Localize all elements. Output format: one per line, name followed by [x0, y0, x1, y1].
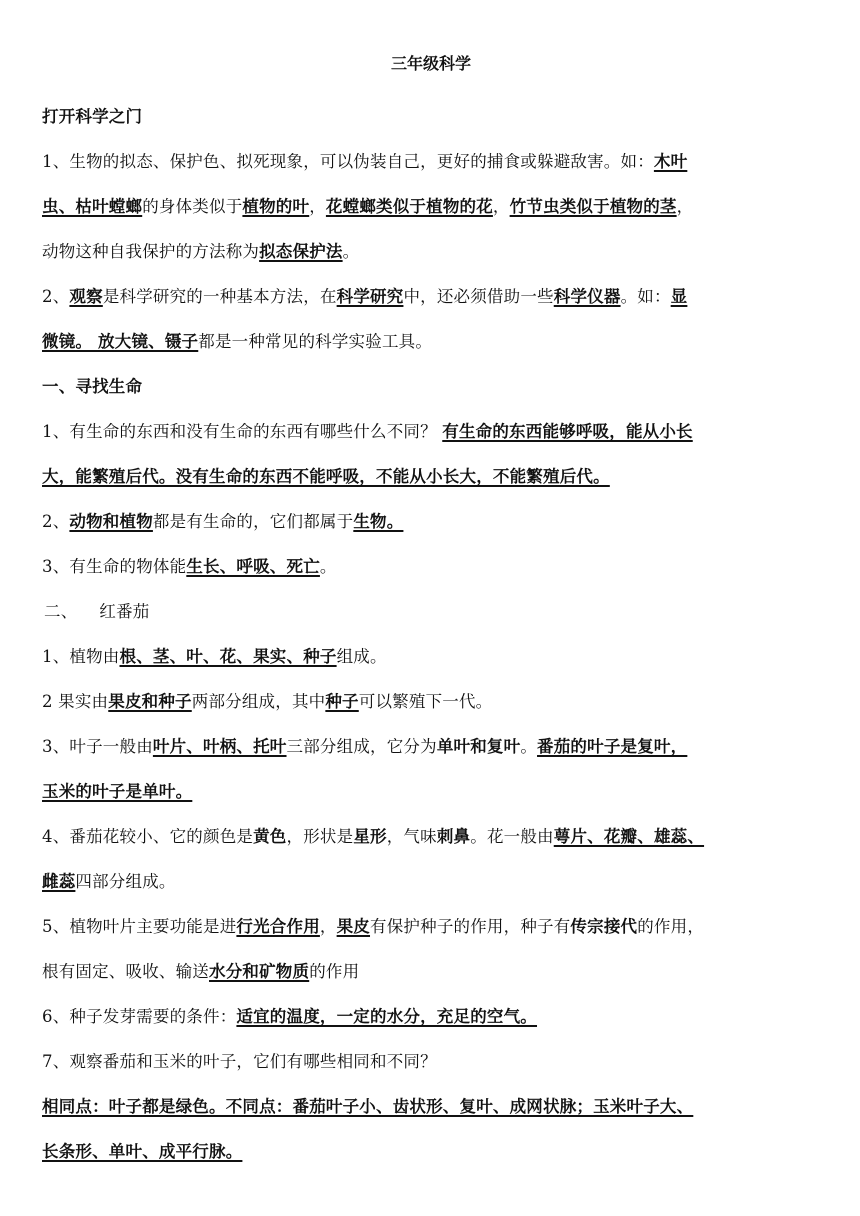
text-span: 都是有生命的，它们都属于 — [152, 512, 354, 531]
text-span: 的身体类似于 — [142, 197, 243, 216]
text-span: 三部分组成，它分为 — [286, 737, 437, 756]
paragraph-line — [42, 184, 820, 229]
text-span: 3、叶子一般由 — [42, 737, 153, 756]
text-span: ， — [676, 197, 694, 216]
text-span: 1、生物的拟态、保护色、拟死现象，可以伪装自己，更好的捕食或躲避敌害。如： — [42, 152, 654, 171]
text-span: 可以繁殖下一代。 — [358, 692, 493, 711]
text-span: 2、 — [42, 287, 70, 306]
paragraph-line — [42, 229, 820, 274]
key-term: 长条形、单叶、成平行脉。 — [42, 1142, 243, 1161]
paragraph-line — [42, 1084, 820, 1129]
paragraph-line — [42, 859, 820, 904]
text-span: 2 果实由 — [42, 692, 109, 711]
text-span: 是科学研究的一种基本方法，在 — [102, 287, 337, 306]
section-heading-find-life: 一、寻找生命 — [42, 377, 143, 396]
key-term: 相同点：叶子都是绿色。不同点：番茄叶子小、齿状形、复叶、成网状脉；玉米叶子大、 — [42, 1097, 694, 1116]
text-span: ， — [319, 917, 337, 936]
text-span: 两部分组成，其中 — [191, 692, 326, 711]
text-span: 2、 — [42, 512, 70, 531]
text-span: 中，还必须借助一些 — [403, 287, 554, 306]
key-term: 番茄的叶子是复叶， — [537, 737, 688, 756]
section-heading-red-tomato — [42, 589, 820, 634]
text-span: 。 — [520, 737, 538, 756]
text-span: 根有固定、吸收、输送 — [42, 962, 209, 981]
paragraph-line — [42, 1039, 820, 1084]
key-term: 星形 — [353, 827, 387, 846]
text-span: 4、番茄花较小、它的颜色是 — [42, 827, 254, 846]
key-term: 刺鼻 — [436, 827, 471, 846]
text-span: 动物这种自我保护的方法称为 — [42, 242, 260, 261]
paragraph-line — [42, 274, 820, 319]
document-title: 三年级科学 — [390, 54, 471, 73]
key-term: 微镜。 放大镜、镊子 — [42, 332, 199, 351]
text-span: 1、有生命的东西和没有生命的东西有哪些什么不同？ — [42, 422, 443, 441]
key-term: 雌蕊 — [42, 872, 76, 891]
key-term: 水分和矿物质 — [209, 962, 310, 981]
key-term: 大，能繁殖后代。没有生命的东西不能呼吸，不能从小长大，不能繁殖后代。 — [42, 467, 610, 486]
key-term: 木叶 — [653, 152, 688, 171]
text-span: ，气味 — [386, 827, 437, 846]
key-term: 植物的叶 — [242, 197, 310, 216]
text-span: ， — [309, 197, 326, 216]
section-title: 红番茄 — [99, 602, 150, 621]
key-term: 果皮和种子 — [108, 692, 192, 711]
key-term: 科学仪器 — [553, 287, 621, 306]
text-span: 6、种子发芽需要的条件： — [42, 1007, 237, 1026]
key-term: 显 — [670, 287, 688, 306]
section-heading-open-science: 打开科学之门 — [42, 107, 143, 126]
paragraph-line — [42, 544, 820, 589]
key-term: 行光合作用 — [236, 917, 320, 936]
key-term: 单叶和复叶 — [436, 737, 521, 756]
text-span: 。 — [319, 557, 337, 576]
key-term: 有生命的东西能够呼吸，能从小长 — [442, 422, 693, 441]
text-span: 7、观察番茄和玉米的叶子，它们有哪些相同和不同？ — [42, 1052, 437, 1071]
paragraph-line — [42, 499, 820, 544]
text-span: 都是一种常见的科学实验工具。 — [198, 332, 433, 351]
key-term: 动物和植物 — [69, 512, 153, 531]
text-span: 1、植物由 — [42, 647, 120, 666]
paragraph-line — [42, 139, 820, 184]
key-term: 玉米的叶子是单叶。 — [42, 782, 193, 801]
key-term: 拟态保护法 — [259, 242, 343, 261]
key-term: 生物。 — [353, 512, 404, 531]
text-span: 。花一般由 — [470, 827, 554, 846]
paragraph-line — [42, 994, 820, 1039]
key-term: 传宗接代 — [570, 917, 638, 936]
paragraph-line — [42, 814, 820, 859]
text-span: 。如： — [620, 287, 671, 306]
paragraph-line — [42, 724, 820, 769]
key-term: 叶片、叶柄、托叶 — [152, 737, 287, 756]
paragraph-line — [42, 634, 820, 679]
key-term: 科学研究 — [336, 287, 404, 306]
text-span: ， — [492, 197, 510, 216]
key-term: 黄色 — [253, 827, 287, 846]
key-term: 适宜的温度，一定的水分，充足的空气。 — [236, 1007, 538, 1026]
paragraph-line — [42, 904, 820, 949]
key-term: 生长、呼吸、死亡 — [186, 557, 320, 576]
text-span: 的作用， — [637, 917, 705, 936]
key-term: 观察 — [69, 287, 103, 306]
text-span: ，形状是 — [286, 827, 354, 846]
paragraph-line — [42, 319, 820, 364]
text-span: 3、有生命的物体能 — [42, 557, 187, 576]
key-term: 虫、枯叶螳螂 — [42, 197, 143, 216]
text-span: 。 — [342, 242, 360, 261]
key-term: 根、茎、叶、花、果实、种子 — [119, 647, 337, 666]
section-number: 二、 — [44, 602, 78, 621]
text-span: 有保护种子的作用，种子有 — [370, 917, 571, 936]
paragraph-line — [42, 769, 820, 814]
text-span: 的作用 — [309, 962, 360, 981]
paragraph-line — [42, 409, 820, 454]
paragraph-line — [42, 949, 820, 994]
key-term: 竹节虫类似于植物的茎 — [509, 197, 677, 216]
key-term: 果皮 — [336, 917, 371, 936]
text-span: 5、植物叶片主要功能是进 — [42, 917, 237, 936]
key-term: 花螳螂类似于植物的花 — [325, 197, 493, 216]
paragraph-line — [42, 679, 820, 724]
text-span: 组成。 — [336, 647, 387, 666]
paragraph-line — [42, 1129, 820, 1174]
text-span: 四部分组成。 — [75, 872, 176, 891]
paragraph-line — [42, 454, 820, 499]
key-term: 萼片、花瓣、雄蕊、 — [553, 827, 705, 846]
key-term: 种子 — [325, 692, 359, 711]
